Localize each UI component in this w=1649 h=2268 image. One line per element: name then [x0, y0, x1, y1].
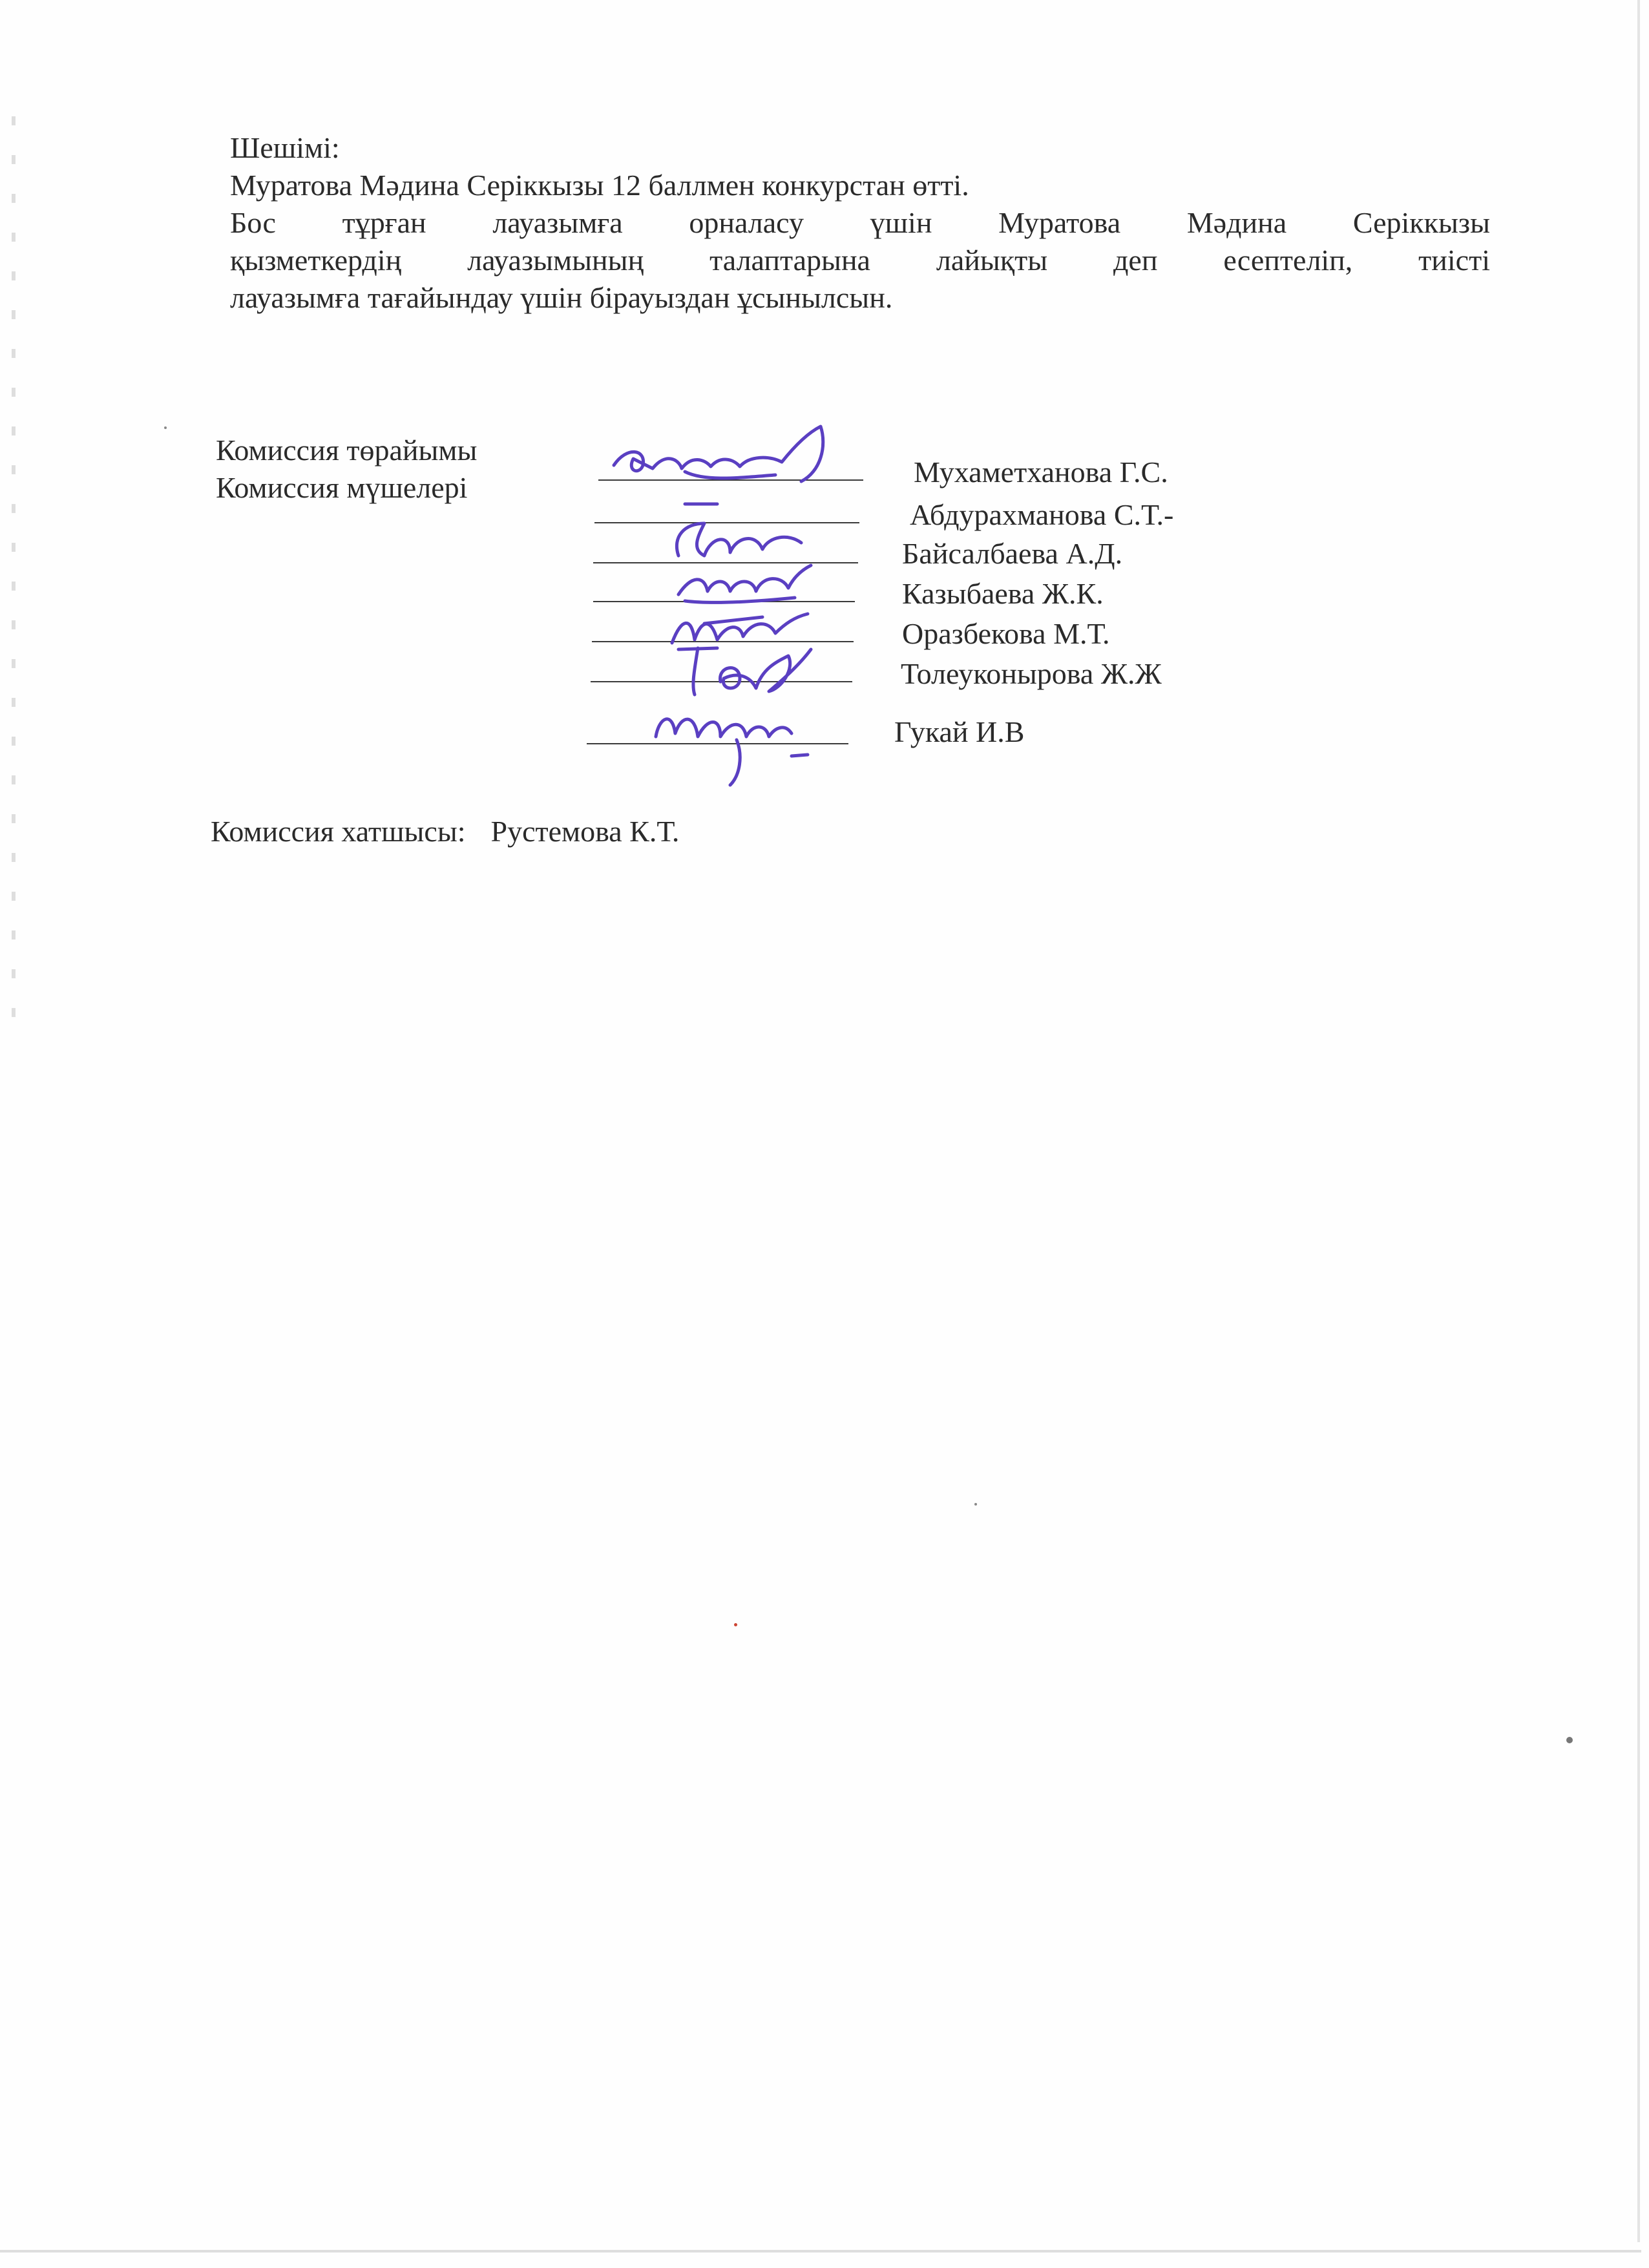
decision-line-1: Муратова Мәдина Серіккызы 12 баллмен конкурстан өтті. — [230, 169, 969, 202]
decision-line-2: Бос тұрған лауазымға орналасу үшін Муратова Мәдина Серіккызы — [230, 206, 1490, 239]
scan-speck — [734, 1623, 737, 1626]
decision-line-4: лауазымға тағайындау үшін бірауыздан ұсынылсын. — [230, 281, 893, 314]
secretary-label: Комиссия хатшысы: — [211, 815, 466, 848]
member-name: Гукай И.В — [894, 715, 1025, 748]
secretary-line — [211, 814, 679, 848]
member-name: Казыбаева Ж.К. — [902, 577, 1104, 610]
scan-speck — [1566, 1737, 1573, 1743]
members-label: Комиссия мүшелері — [216, 471, 468, 504]
decision-heading: Шешімі: — [230, 131, 340, 164]
signature-mark — [646, 685, 814, 788]
scan-speck — [164, 426, 167, 429]
member-name: Оразбекова М.Т. — [902, 617, 1110, 650]
member-name: Абдурахманова С.Т.- — [910, 498, 1174, 531]
scan-speck — [974, 1503, 977, 1506]
scan-edge-left — [12, 116, 16, 1021]
member-name: Толеуконырова Ж.Ж — [901, 657, 1162, 690]
scan-edge-bottom — [0, 2250, 1641, 2252]
decision-block — [230, 129, 1490, 317]
member-name: Байсалбаева А.Д. — [902, 537, 1123, 570]
secretary-name: Рустемова К.Т. — [490, 815, 680, 848]
decision-line-3: қызметкердің лауазымының талаптарына лайықты деп есептеліп, тиісті — [230, 244, 1490, 277]
chair-label: Комиссия төрайымы — [216, 434, 478, 467]
signature-mark — [607, 420, 853, 491]
scan-edge-right — [1637, 0, 1640, 2242]
member-name: Мухаметханова Г.С. — [914, 456, 1168, 488]
